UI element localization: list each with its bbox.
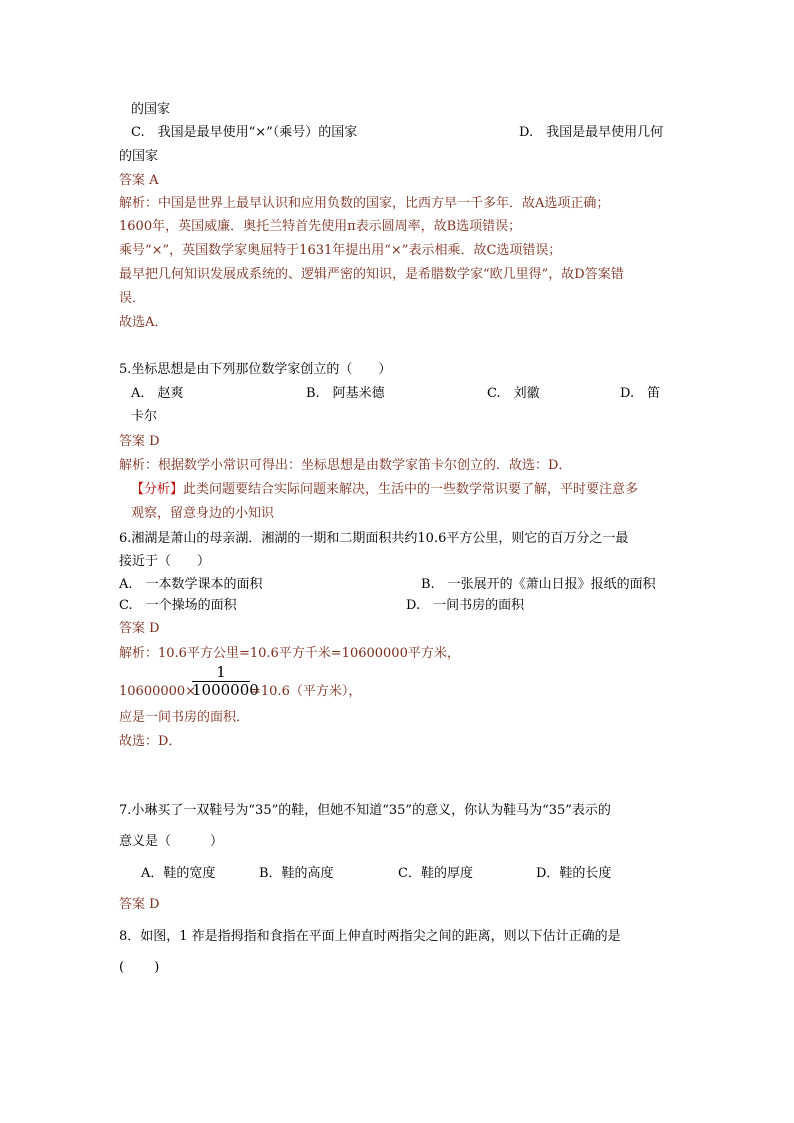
q6-conclusion: 故选：D． xyxy=(119,734,182,749)
q7-option-b: B．鞋的高度 xyxy=(259,866,334,881)
q6-calc-left: 10600000× xyxy=(119,684,197,699)
q7-question-line-1: 7.小琳买了一双鞋号为“35”的鞋，但她不知道“35”的意义，你认为鞋马为“35”表示的 xyxy=(119,803,611,818)
q5-analysis-line-2: 观察，留意身边的小知识 xyxy=(131,506,275,521)
q5-question: 5.坐标思想是由下列那位数学家创立的（ ） xyxy=(119,362,392,377)
q5-analysis xyxy=(131,481,638,499)
q5-answer: 答案 D xyxy=(119,434,160,449)
q4-option-b-continuation: 的国家 xyxy=(131,102,171,117)
q4-explanation-line-1: 解析：中国是世界上最早认识和应用负数的国家，比西方早一千多年．故A选项正确； xyxy=(119,196,610,211)
q6-answer: 答案 D xyxy=(119,621,160,636)
q6-question-line-1: 6.湘湖是萧山的母亲湖．湘湖的一期和二期面积共约10.6平方公里，则它的百万分之一最 xyxy=(119,531,629,546)
q7-answer: 答案 D xyxy=(119,897,160,912)
q6-option-b: B. 一张展开的《萧山日报》报纸的面积 xyxy=(421,577,656,592)
q4-option-c: C. 我国是最早使用“×”（乘号）的国家 xyxy=(131,125,358,140)
q6-fraction xyxy=(192,663,259,699)
q4-option-d: D. 我国是最早使用几何 xyxy=(519,125,664,140)
q6-calc-right: =10.6（平方米）， xyxy=(250,684,362,699)
q5-option-a: A. 赵爽 xyxy=(131,386,184,401)
q6-option-c: C. 一个操场的面积 xyxy=(119,598,237,613)
q5-analysis-tag: 【分析】 xyxy=(131,482,184,497)
q4-explanation-line-4: 最早把几何知识发展成系统的、逻辑严密的知识，是希腊数学家“欧几里得”，故D答案错 xyxy=(119,267,624,282)
q7-question-line-2: 意义是（ ） xyxy=(119,834,224,849)
q4-explanation-line-2: 1600年，英国威廉．奥托兰特首先使用π表示圆周率，故B选项错误； xyxy=(119,219,522,234)
q6-option-d: D. 一间书房的面积 xyxy=(406,598,525,613)
q8-question-line-2: ( ) xyxy=(119,960,160,975)
q7-option-d: D．鞋的长度 xyxy=(536,866,612,881)
q5-option-d-continuation: 卡尔 xyxy=(131,409,158,424)
q6-fraction-denominator: 1000000 xyxy=(192,681,259,699)
q5-option-d: D. 笛 xyxy=(620,386,661,401)
q6-fraction-numerator: 1 xyxy=(216,663,226,681)
q7-option-c: C．鞋的厚度 xyxy=(398,866,473,881)
q6-explanation-line-3: 应是一间书房的面积． xyxy=(119,710,250,725)
q4-explanation-line-3: 乘号“×”，英国数学家奥屈特于1631年提出用“×”表示相乘．故C选项错误； xyxy=(119,243,562,258)
q4-conclusion: 故选A． xyxy=(119,315,168,330)
q6-explanation-line-1: 解析：10.6平方公里=10.6平方千米=10600000平方米， xyxy=(119,646,460,661)
q4-explanation-line-4-continuation: 误． xyxy=(119,291,146,306)
q6-option-a: A. 一本数学课本的面积 xyxy=(119,577,263,592)
q6-question-line-2: 接近于（ ） xyxy=(119,554,211,569)
q4-answer: 答案 A xyxy=(119,173,159,188)
q8-question-line-1: 8．如图，1 祚是指拇指和食指在平面上伸直时两指尖之间的距离，则以下估计正确的是 xyxy=(119,929,621,944)
q5-explanation: 解析：根据数学小常识可得出：坐标思想是由数学家笛卡尔创立的．故选：D． xyxy=(119,458,572,473)
q5-analysis-line-1: 此类问题要结合实际问题来解决，生活中的一些数学常识要了解，平时要注意多 xyxy=(183,482,639,497)
q5-option-c: C. 刘徽 xyxy=(487,386,540,401)
q4-option-d-continuation: 的国家 xyxy=(119,149,159,164)
q7-option-a: A．鞋的宽度 xyxy=(141,866,216,881)
q5-option-b: B. 阿基米德 xyxy=(306,386,385,401)
